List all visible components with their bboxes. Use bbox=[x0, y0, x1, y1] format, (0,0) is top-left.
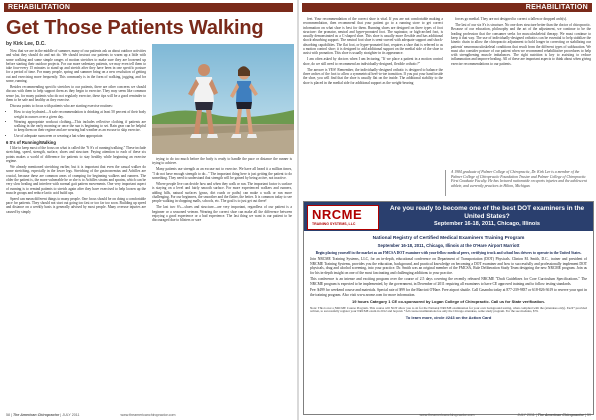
issue-date: JULY 2011 bbox=[62, 413, 80, 417]
ad-register-line: To learn more, circle #243 on the Action Card bbox=[405, 315, 492, 321]
paragraph: Fee: $499 for weekend course and materials. Special rate of $99 for the Marriott O'Hare. Free airport shuttle. Call Casandra today at 877-239-9837 or 618-826-3619 to reserve your spot in the training program. Also visit www.nrcme.com for more information. bbox=[310, 288, 587, 297]
article-byline: by Kirk Lee, D.C. bbox=[6, 41, 46, 47]
ad-body bbox=[310, 236, 587, 323]
section-banner bbox=[302, 3, 592, 12]
page-footer: www.theamericanchiropractor.com JULY 2011 | The American Chiropractor | 59 bbox=[419, 413, 591, 417]
nrcme-advertisement bbox=[303, 201, 594, 415]
ad-header bbox=[304, 202, 593, 231]
ad-title: National Registry of Certified Medical Examiners Training Program bbox=[372, 236, 525, 241]
issue-date: JULY 2011 bbox=[517, 413, 535, 417]
paragraph: Many patients use strength as an excuse not to exercise. We have all heard it a million times, "I do not have enough strength to do..." The important thing here is just getting the patient to do something. They need to understand that strength will be gained by being active, not inactive. bbox=[152, 167, 292, 180]
paragraph: Speed can mean different things to many people. One focus should be on doing a comfortable pace for patients. They should not start out going too fast or too far too soon. Building up speed and distance on a weekly basis is generally advised by most people. Many overuse injuries are caused by simply bbox=[6, 196, 146, 214]
paragraph: Join NRCME Training Systems, LLC, for an in-depth, educational conference on Department of Transportation (DOT) Physicals. Clinton M. Smith, D.C., trainer and president of NRCME Training Systems, provides you the education, background, and practical knowledge on becoming a DOT examiner and how to successfully and professionally implement DOT physicals, drug and alcohol screening, into your practice. Dr. Smith was an original member of the FMCSA, Rule Deliberation Study Team designing the new NRCME program. Join us for his in-depth insight on one of the most fascinating and challenging additions to your practice. bbox=[310, 257, 587, 275]
website-link[interactable]: www.theamericanchiropractor.com bbox=[120, 413, 176, 417]
walkers-photo-image bbox=[152, 44, 294, 154]
article-column-3 bbox=[303, 17, 443, 197]
logo-subtitle: TRAINING SYSTEMS, LLC bbox=[312, 222, 356, 226]
section-heading: 6 S's of Running/Walking bbox=[6, 140, 56, 146]
paragraph: I am often asked by doctors when I am lecturing, "If we place a patient in a motion control shoe, do we still need to recommend an individually-designed, flexible orthotic?" bbox=[303, 57, 443, 66]
left-page bbox=[0, 0, 297, 420]
article-column-2 bbox=[152, 157, 292, 407]
page-number: 59 bbox=[587, 413, 591, 417]
author-bio: A 1984 graduate of Palmer College of Chiropractic, Dr. Kirk Lee is a member of the Palmer College of Chiropractic Foundation Trustee and Palmer College of Chiropractic First Graduate Faculty. He has lectured nationwide on sports injuries and the adolescent athlete, and currently practices in Hilton, Michigan. bbox=[451, 170, 587, 188]
section-banner bbox=[4, 3, 293, 12]
website-link[interactable]: www.theamericanchiropractor.com bbox=[419, 413, 475, 417]
paragraph: trying to do too much before the body is ready to handle the pace or distance the runner is trying to achieve. bbox=[152, 157, 292, 166]
paragraph: We already mentioned stretching earlier, but it is important that even the casual walker do some stretching, especially in the lower legs. Stretching of the gastrocnemius and Achilles are crucial, because these are common areas of cramping for beginning walkers and runners. The older the patient is, the more vulnerable he or she is to Achilles strains and sprains, which can be very slow healing and interfere with normal gait pattern movements. One very important aspect of running is to remind patients to stretch again after they have exercised to help loosen up the muscle groups and reduce lactic acid build ups. bbox=[6, 165, 146, 195]
tips-list bbox=[6, 110, 146, 138]
ad-subtitle: September 16-18, 2011, Chicago, Illinois at the O'Hare Airport Marriott bbox=[377, 243, 520, 248]
ad-note: Note: This is not a NRCME Course Program. This course will NOT allow you to sit for the National NRCME examination for your own background testing, when complied with the (attendees only). Each* provided written, to successfully register your NRCME exam in 2012 and beyond. *All course/examinations fee only the Chicago attendees, some study program. For the see modules, $79. bbox=[310, 305, 587, 314]
article-column-4 bbox=[451, 17, 591, 167]
walkers-photo bbox=[152, 44, 294, 154]
nrcme-logo bbox=[307, 205, 379, 230]
paragraph: The last of our six S's is structure. No one does structure better than the doctor of chiropractic. Because of our education, philosophy and the art of the adjustment, we continue to be the leading profession that the consumer seeks for musculoskeletal therapy. We must continue to keep it that way. The use of individually-designed orthotics can be essential to help stabilize the kinetic chain to allow the chiropractic adjustment to hold longer in correcting or stabilizing our patients' neuromusculoskeletal conditions that result from the different types of subluxation. We must also consider posture of our patient when we recommend rehabilitative procedures to help with strengthening muscle imbalances. The right nutrition is key to assisting to reduce inflammation and improve healing. All of these are important aspects to think about when giving exercise recommendations to our patients. bbox=[451, 23, 591, 66]
paragraph: I like to keep most of the focus on what is called the "6 S's of running/walking." These include stretching, speed, strength, surface, shoes and structure. Paying attention to each of these six points makes a world of difference for patients to stay healthy while beginning an exercise regime. bbox=[6, 146, 146, 163]
paragraph: The last two S's—shoes and structure—are very important, regardless of our patient is a beginner or a seasoned veteran. Wearing the correct shoe can make all the difference between enjoying a good experience or a bad experience. The last thing we want is our patient to be discouraged due to blisters or sore bbox=[152, 205, 292, 223]
list-item: • Use of adequate sunscreen or wearing a hat when appropriate. bbox=[14, 134, 146, 138]
section-banner-label: REHABILITATION bbox=[525, 4, 588, 11]
page-footer: 58 | The American Chiropractor | JULY 2011 www.theamericanchiropractor.com bbox=[6, 413, 176, 417]
paragraph: The answer is YES! Remember, the individually-designed orthotic is designed to balance the three arches of the foot to allow a symmetrical heel-to-toe transition. If you put your hand inside the shoe, you will find that the shoe is usually flat on the inside. The additional stability to the shoe is placed in the medial side for additional support as the weight-bearing bbox=[303, 67, 443, 85]
paragraph: feet. Your recommendation of the correct shoe is vital. If you are not comfortable making a recommendation, then recommend that your patient go to a running store to get correct information on what shoe is best for them. Running shoes are designed on three types of foot structure: the pronator, neutral and hyper-pronated foot. The supinator, or high-arched foot, is usually demonstrated as a C-shaped shoe. This shoe is usually more flexible and has additional shock-absorbing support. The neutral foot shoe is semi-curved with adequate support and shock-absorbing capabilities. The flat foot, or hyper-pronated foot, requires a shoe that is referred to as a motion control shoe; it is designed to add additional support on the medial side of the shoe to assist with pronation. This shoe is usually straighter in its appearance. bbox=[303, 17, 443, 56]
paragraph: This conference is an intense and exciting program over the course of 2.5 days covering the recently released NRCME "Draft Guidelines for Core Curriculum Specifications." The NRCME program is expected to be implemented, by the government, in December of 2011 requiring all examiners to have CE approved training and to follow testing standards. bbox=[310, 277, 587, 286]
paragraph: Where people live can decide how and when they walk or run. The important factor is surface is staying on a level and fairly smooth surface. For more experienced walkers and runners, adding hills, natural surfaces (grass, dirt roads or paths) can make a walk or run more challenging. For our beginners, the smoother and the flatter, the better. It is common today to see people walking in shopping malls, schools, etc. The goal is to just get out there! bbox=[152, 182, 292, 204]
logo-wordmark: NRCME bbox=[312, 207, 363, 222]
paragraph: Discuss points to focus with patients who are starting exercise routines: bbox=[10, 104, 113, 109]
ad-question: Are you ready to become one of the best DOT examiners in the United States? bbox=[389, 205, 585, 220]
magazine-name: The American Chiropractor bbox=[12, 413, 60, 417]
list-item: • How to stay hydrated—A safe recommendation is drinking at least 50 percent of their body weight in ounces over a given day. bbox=[14, 110, 146, 119]
magazine-name: The American Chiropractor bbox=[537, 413, 585, 417]
article-headline: Get Those Patients Walking bbox=[6, 17, 264, 39]
paragraph: forces go medial. They are not designed to correct a fallen or dropped arch(s). bbox=[455, 17, 567, 21]
ad-lead: Begin placing yourself in the market as an FMCSA DOT examiner with your fellow medical peers, certifying truck and school bus drivers to operate in the United States. bbox=[315, 250, 582, 255]
page-number: 58 bbox=[6, 413, 10, 417]
paragraph: Besides recommending specific stretches to our patients, there are other concerns we should discuss with them to help support them as they begin to exercise. They may seem like common sense (as, for many patients who do not regularly exercise, these tips will be a good reminder to them to be safe and healthy as they exercise. bbox=[6, 85, 146, 103]
ad-date: September 16-18, 2011, Chicago, Illinois bbox=[433, 221, 540, 227]
right-page bbox=[299, 0, 596, 420]
article-column-1 bbox=[6, 49, 146, 409]
list-item: • Wearing appropriate workout clothing—This includes reflective clothing if patients are walking in the early morning or once the sun is beginning to set. Rain gear can be helpful to keep them on their regime and are wearing bad weather as an excuse to skip exercise. bbox=[14, 120, 146, 133]
ce-credit-line: 19 hours Category 1 CE co-sponsored by Logan College of Chiropractic. Call us for State verification. bbox=[352, 299, 545, 304]
bio-divider bbox=[445, 170, 446, 196]
section-banner-label: REHABILITATION bbox=[8, 4, 71, 11]
paragraph: Now that we are in the middle of summer, many of our patients ask us about outdoor activities and what they should do and not do. We should instruct our patients to warm up a little with some walking and some simple ranges of motion stretches to make sure they are loosened up before starting their outdoor projects. For our more sedentary patients, we may even tell them to take four-every 15 minutes to stand up and stretch after they have been in one specific posture for a period of time. For many people, spring and summer bring on a new resolution of getting out and exercising more frequently. This commonly is in the form of walking, jogging, and for some, running. bbox=[6, 49, 146, 84]
